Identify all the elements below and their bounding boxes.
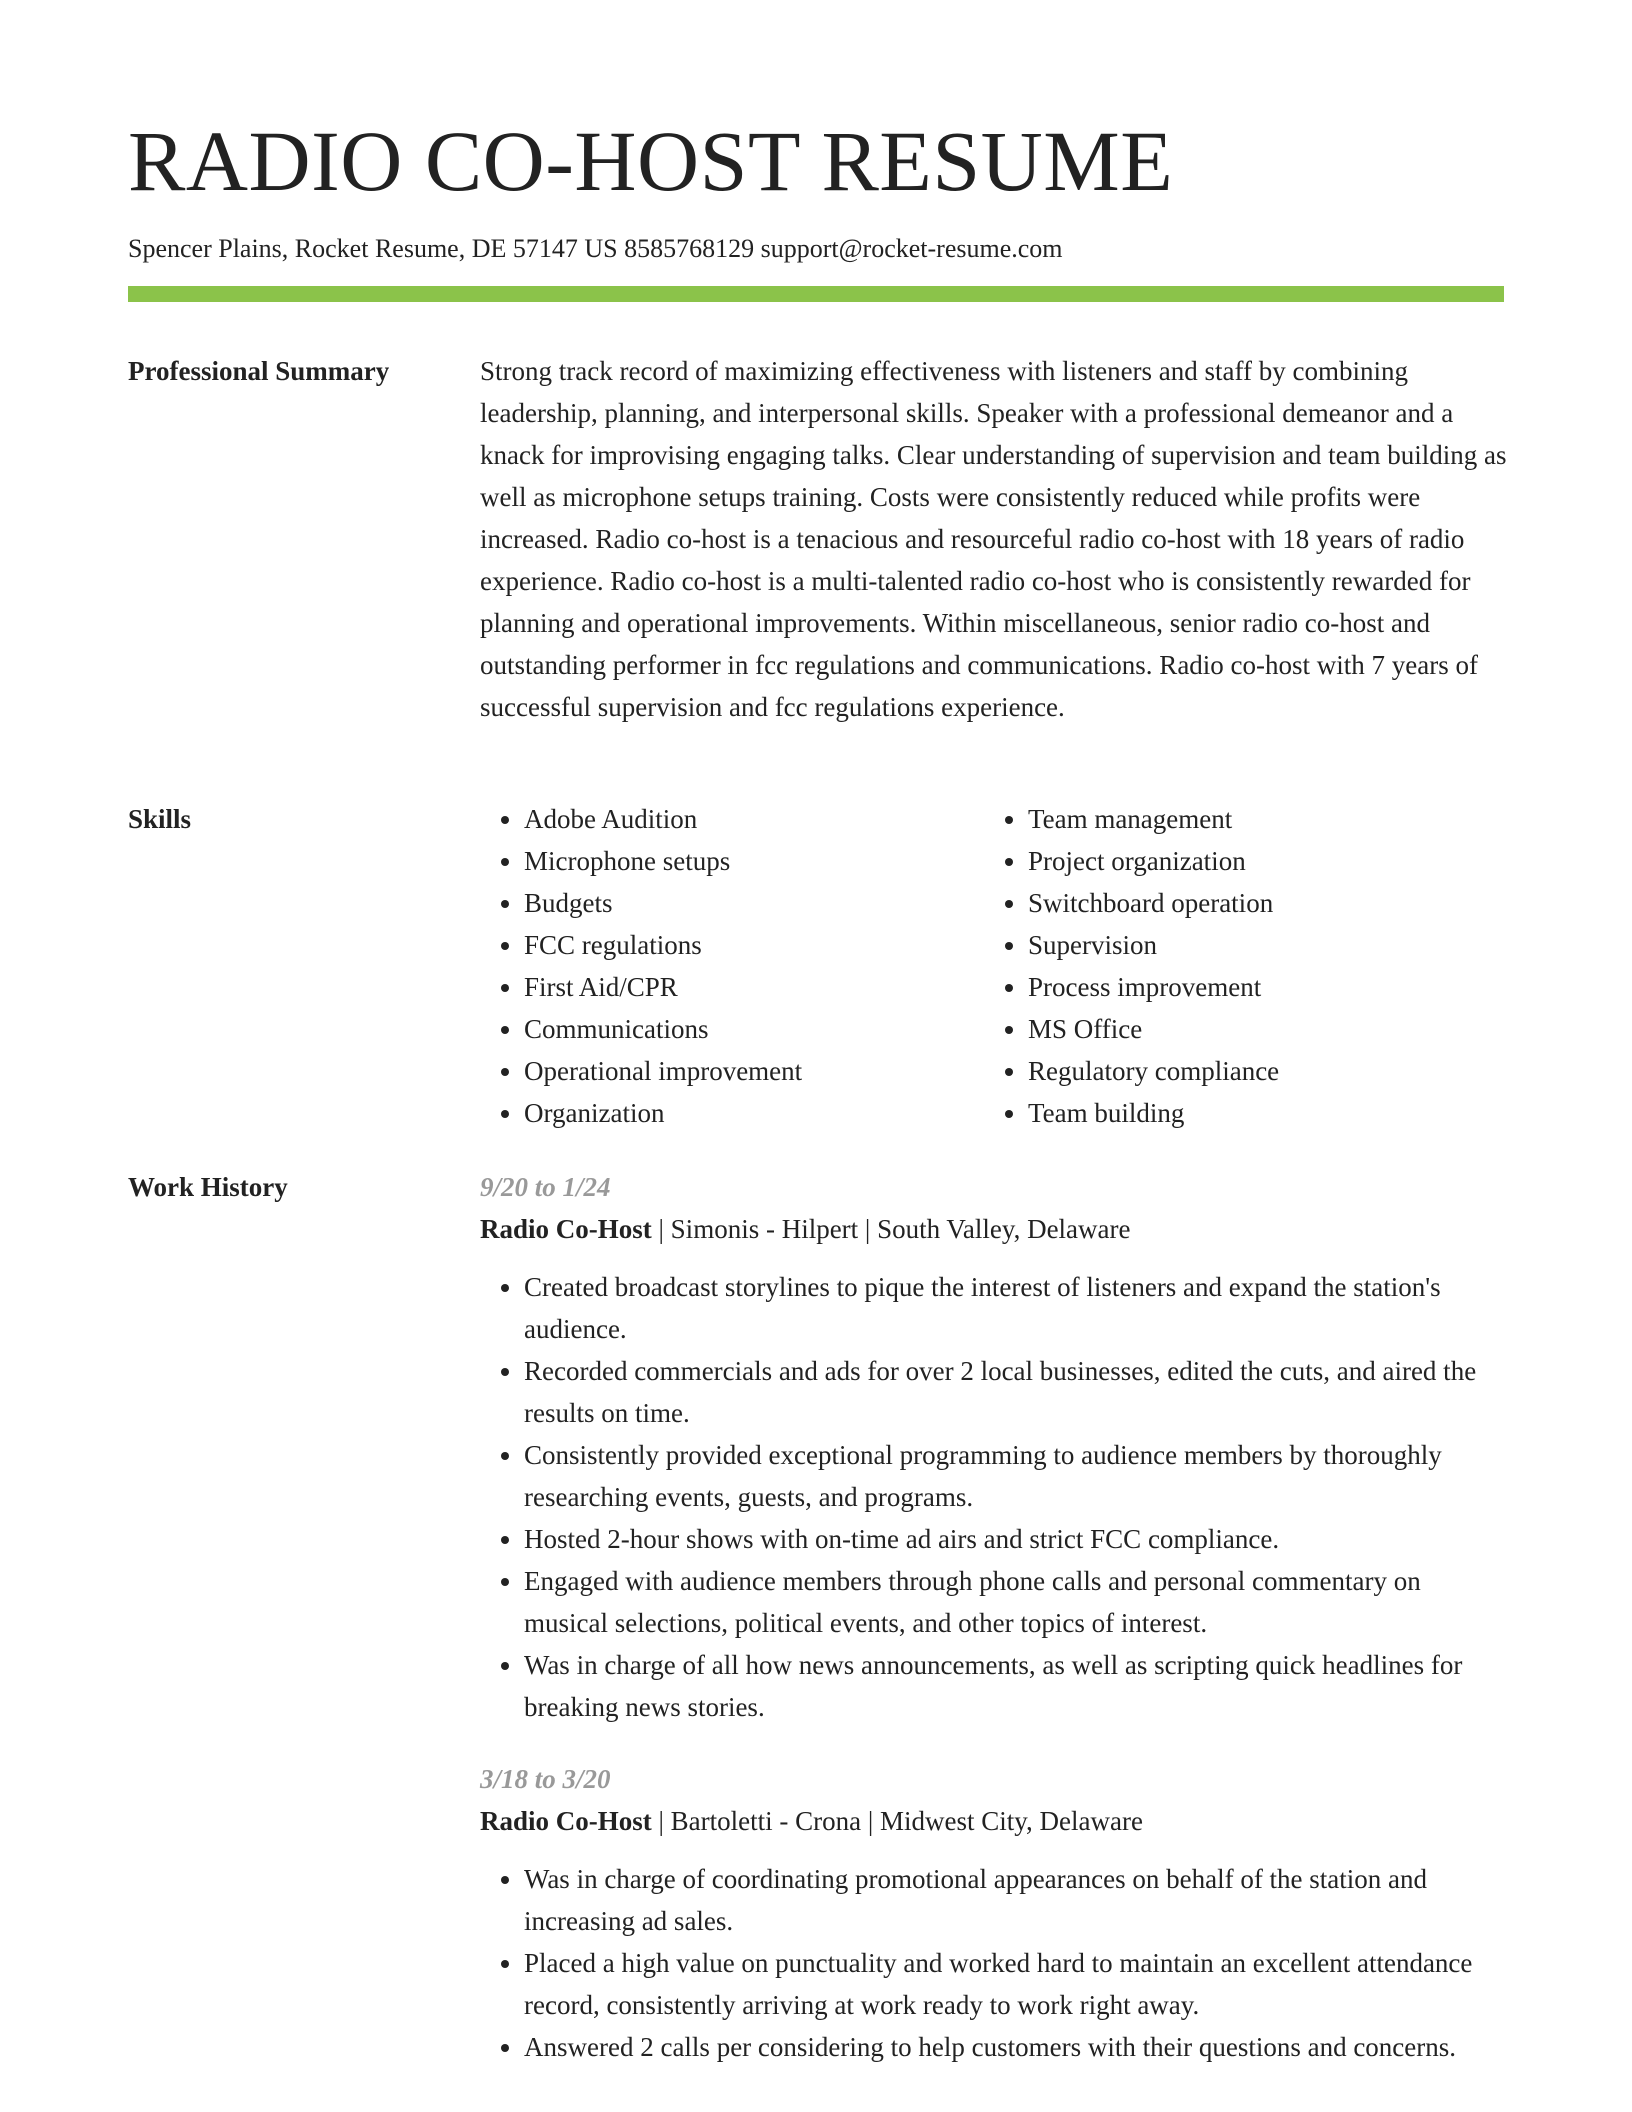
job-dates: 3/18 to 3/20 bbox=[480, 1764, 611, 1794]
job-heading bbox=[480, 1208, 1510, 1250]
skill-item: • Process improvement bbox=[1028, 966, 1488, 1008]
skill-item: • Budgets bbox=[524, 882, 984, 924]
skill-item: • Organization bbox=[524, 1092, 984, 1134]
job-title: Radio Co-Host bbox=[480, 1806, 652, 1836]
job-responsibility: • Placed a high value on punctuality and worked hard to maintain an excellent attendance record, consistently arriving at work ready to work right away. bbox=[524, 1942, 1510, 2026]
job-entry bbox=[480, 1166, 1510, 1728]
skill-item: • Project organization bbox=[1028, 840, 1488, 882]
skill-item: • Microphone setups bbox=[524, 840, 984, 882]
job-responsibilities bbox=[480, 1858, 1510, 2068]
resume-title: RADIO CO-HOST RESUME bbox=[128, 113, 1174, 209]
job-employer-location: | Simonis - Hilpert | South Valley, Delaware bbox=[651, 1214, 1131, 1244]
skill-item: • First Aid/CPR bbox=[524, 966, 984, 1008]
skills-list-right bbox=[984, 798, 1488, 1134]
job-responsibility: • Was in charge of coordinating promotional appearances on behalf of the station and increasing ad sales. bbox=[524, 1858, 1510, 1942]
work-history-section bbox=[480, 1166, 1510, 2098]
job-responsibility: • Engaged with audience members through phone calls and personal commentary on musical selections, political events, and other topics of interest. bbox=[524, 1560, 1510, 1644]
skills-label: Skills bbox=[128, 804, 192, 834]
job-responsibility: • Answered 2 calls per considering to help customers with their questions and concerns. bbox=[524, 2026, 1510, 2068]
skill-item: • FCC regulations bbox=[524, 924, 984, 966]
work-history-label: Work History bbox=[128, 1172, 288, 1202]
skill-item: • Team management bbox=[1028, 798, 1488, 840]
skill-item: • MS Office bbox=[1028, 1008, 1488, 1050]
skills-grid bbox=[480, 798, 1510, 1134]
job-heading bbox=[480, 1800, 1510, 1842]
job-responsibility: • Consistently provided exceptional programming to audience members by thoroughly researching events, guests, and programs. bbox=[524, 1434, 1510, 1518]
job-responsibility: • Recorded commercials and ads for over 2 local businesses, edited the cuts, and aired the results on time. bbox=[524, 1350, 1510, 1434]
skill-item: • Operational improvement bbox=[524, 1050, 984, 1092]
skill-item: • Communications bbox=[524, 1008, 984, 1050]
skills-list-left bbox=[480, 798, 984, 1134]
job-title: Radio Co-Host bbox=[480, 1214, 652, 1244]
summary-section bbox=[480, 350, 1510, 728]
skill-item: • Adobe Audition bbox=[524, 798, 984, 840]
job-dates: 9/20 to 1/24 bbox=[480, 1172, 611, 1202]
skill-item: • Supervision bbox=[1028, 924, 1488, 966]
job-responsibility: • Hosted 2-hour shows with on-time ad airs and strict FCC compliance. bbox=[524, 1518, 1510, 1560]
contact-info: Spencer Plains, Rocket Resume, DE 57147 US 8585768129 support@rocket-resume.com bbox=[128, 234, 1063, 263]
header-divider bbox=[128, 286, 1504, 302]
summary-label: Professional Summary bbox=[128, 356, 390, 386]
skill-item: • Regulatory compliance bbox=[1028, 1050, 1488, 1092]
job-responsibilities bbox=[480, 1266, 1510, 1728]
job-responsibility: • Created broadcast storylines to pique the interest of listeners and expand the station's audience. bbox=[524, 1266, 1510, 1350]
job-responsibility: • Was in charge of all how news announcements, as well as scripting quick headlines for breaking news stories. bbox=[524, 1644, 1510, 1728]
skill-item: • Team building bbox=[1028, 1092, 1488, 1134]
job-entry bbox=[480, 1758, 1510, 2068]
job-employer-location: | Bartoletti - Crona | Midwest City, Delaware bbox=[651, 1806, 1143, 1836]
summary-text: Strong track record of maximizing effectiveness with listeners and staff by combining leadership, planning, and interpersonal skills. Speaker with a professional demeanor and a knack for improvising engaging talks. Clear understanding of supervision and team building as well as microphone setups training. Costs were consistently reduced while profits were increased. Radio co-host is a tenacious and resourceful radio co-host with 18 years of radio experience. Radio co-host is a multi-talented radio co-host who is consistently rewarded for planning and operational improvements. Within miscellaneous, senior radio co-host and outstanding performer in fcc regulations and communications. Radio co-host with 7 years of successful supervision and fcc regulations experience. bbox=[480, 356, 1507, 722]
skill-item: • Switchboard operation bbox=[1028, 882, 1488, 924]
skills-section bbox=[480, 798, 1510, 1134]
